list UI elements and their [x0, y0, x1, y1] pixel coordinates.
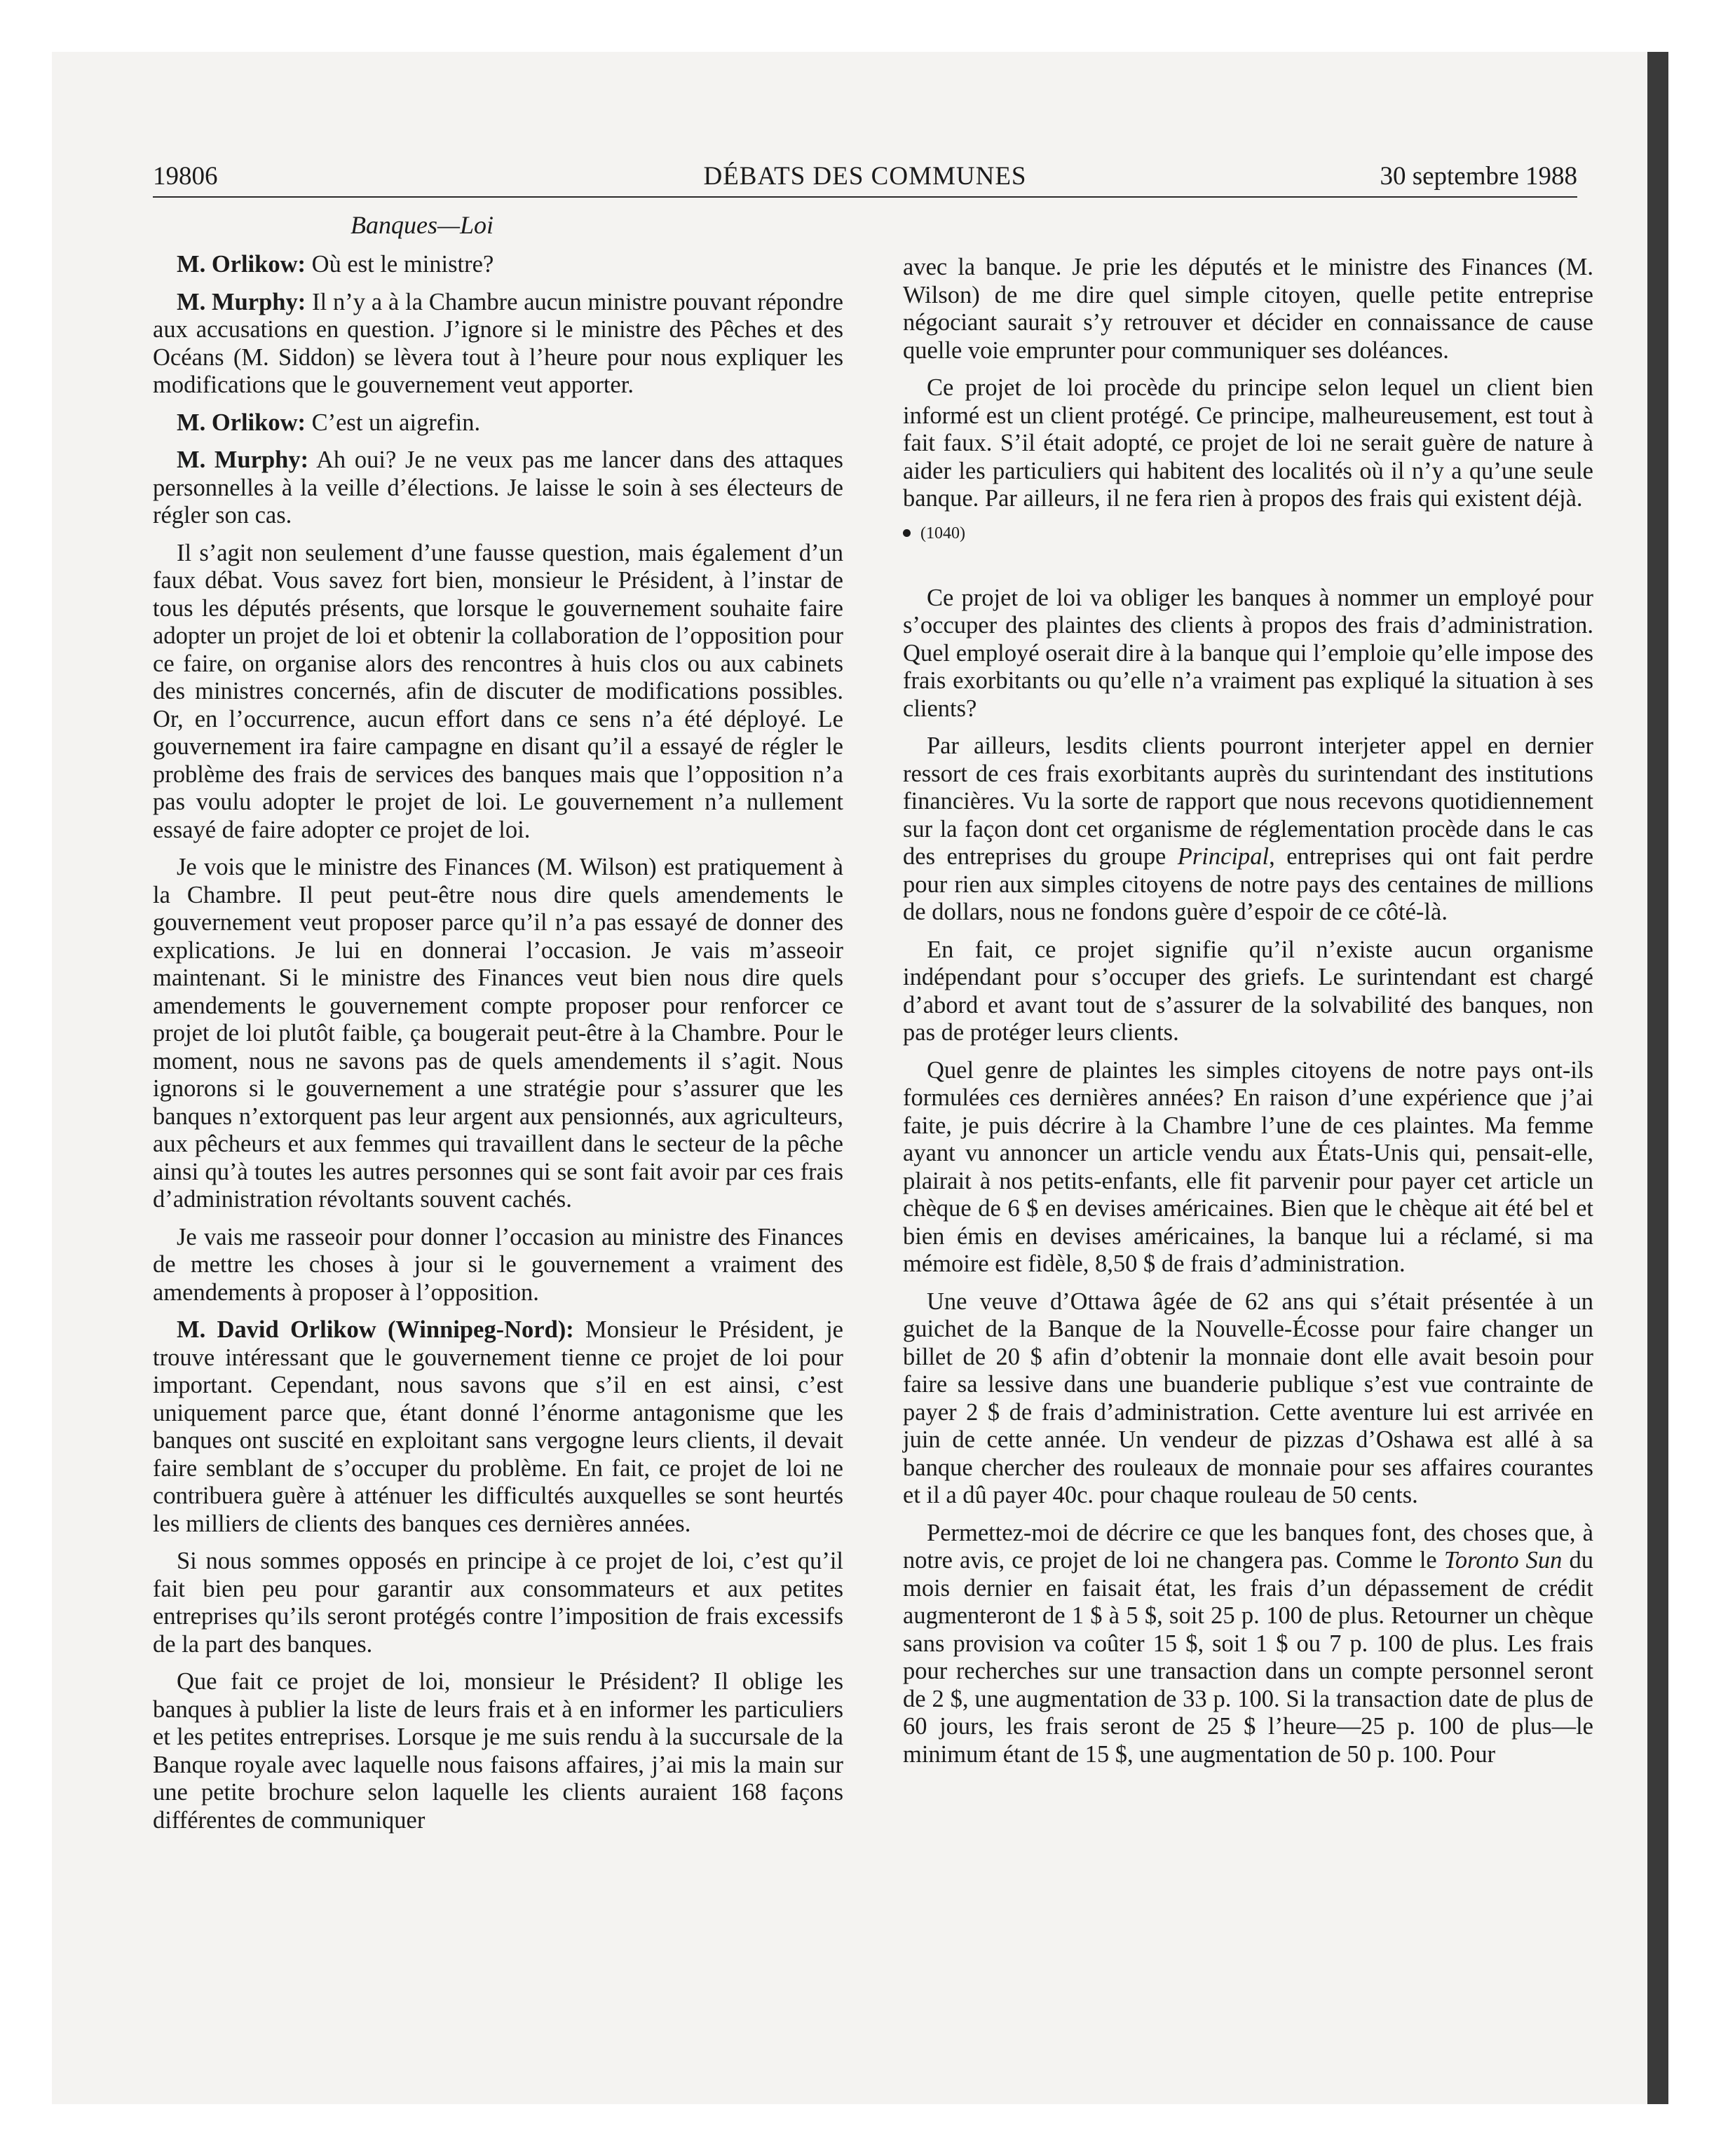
paragraph-text: C’est un aigrefin. [305, 409, 481, 436]
paragraph-text: En fait, ce projet signifie qu’il n’existe aucun organisme indépendant pour s’occuper des griefs. Le surintendant est chargé d’abord et avant tout de s’assurer de la solvabilité des banques, non pas de protéger leurs clients. [903, 936, 1593, 1046]
paragraph-text: Ce projet de loi procède du principe selon lequel un client bien informé est un client protégé. Ce principe, malheureusement, est tout à fait faux. S’il était adopté, ce projet de loi ne serait guère de nature à aider les particuliers qui habitent des localités où il n’y a qu’une seule banque. Par ailleurs, il ne fera rien à propos des frais qui existent déjà. [903, 374, 1593, 512]
time-stamp-text: (1040) [920, 524, 965, 543]
page-date: 30 septembre 1988 [1380, 162, 1577, 191]
paragraph-text: Il n’y a à la Chambre aucun ministre pouvant répondre aux accusations en question. J’ignore si le ministre des Pêches et des Océans (M. Siddon) se lèvera tout à l’heure pour nous expliquer les modifications que le gouvernement veut apporter. [153, 288, 843, 398]
paragraph-text: Permettez-moi de décrire ce que les banques font, des choses que, à notre avis, ce projet de loi ne changera pas. Comme le [903, 1519, 1593, 1574]
paragraph-text: Ce projet de loi va obliger les banques à nommer un employé pour s’occuper des plaintes des clients à propos des frais d’administration. Quel employé oserait dire à la banque qui l’emploie qu’elle impose des frais exorbitants ou qu’elle n’a vraiment pas expliqué la situation à ses clients? [903, 584, 1593, 722]
paragraph [903, 1057, 1593, 1278]
paragraph [153, 1668, 843, 1834]
paragraph [153, 289, 843, 400]
paragraph [153, 409, 843, 437]
italic-name: Toronto Sun [1443, 1547, 1563, 1574]
paragraph [153, 540, 843, 845]
paragraph [153, 446, 843, 530]
paragraph-text: Je vois que le ministre des Finances (M. Wilson) est pratiquement à la Chambre. Il peut peut-être nous dire quels amendements le gouvernement veut proposer parce qu’il n’a pas essayé de donner des explications. Je lui en donnerai l’occasion. Je vais m’asseoir maintenant. Si le ministre des Finances veut bien nous dire quels amendements le gouvernement compte proposer pour renforcer ce projet de loi plutôt faible, ça bougerait peut-être à la Chambre. Pour le moment, nous ne savons pas de quels amendements il s’agit. Nous ignorons si le gouvernement a une stratégie pour s’assurer que les banques n’extorquent pas leur argent aux pensionnés, aux agriculteurs, aux pêcheurs et aux femmes qui travaillent dans le secteur de la pêche ainsi qu’à toutes les autres personnes qui se sont fait avoir par ces frais d’administration révoltants souvent cachés. [153, 854, 843, 1213]
page-number: 19806 [153, 162, 218, 191]
paragraph-text: avec la banque. Je prie les députés et le ministre des Finances (M. Wilson) de me dire quel simple citoyen, quelle petite entreprise négociant saurait s’y retrouver et décider en connaissance de cause quelle voie emprunter pour communiquer ses doléances. [903, 254, 1593, 364]
paragraph-text: Une veuve d’Ottawa âgée de 62 ans qui s’était présentée à un guichet de la Banque de la Nouvelle-Écosse pour faire changer un billet de 20 $ afin d’obtenir la monnaie dont elle avait besoin pour faire sa lessive dans une buanderie publique s’est vue contrainte de payer 2 $ de frais d’administration. Cette aventure lui est arrivée en juin de cette année. Un vendeur de pizzas d’Oshawa est allé à sa banque chercher des rouleaux de monnaie pour ses affaires courantes et il a dû payer 40c. pour chaque rouleau de 50 cents. [903, 1288, 1593, 1508]
scan-edge-bar [1647, 52, 1668, 2104]
paragraph-text: Monsieur le Président, je trouve intéressant que le gouvernement tienne ce projet de loi pour important. Cependant, nous savons que s’il en est ainsi, c’est uniquement parce que, étant donné l’énorme antagonisme que les banques ont suscité en exploitant sans vergogne leurs clients, il devait faire semblant de s’occuper du problème. En fait, ce projet de loi ne contribuera guère à atténuer les difficultés auxquelles se sont heurtés les milliers de clients des banques ces dernières années. [153, 1316, 843, 1537]
section-title: Banques—Loi [351, 211, 494, 239]
header-rule [153, 196, 1577, 198]
paragraph-text: Quel genre de plaintes les simples citoyens de notre pays ont-ils formulées ces dernières années? En raison d’une expérience que j’ai faite, je puis décrire à la Chambre l’une de ces plaintes. Ma femme ayant vu annoncer un article vendu aux États-Unis qui, pensait-elle, plairait à nos petits-enfants, elle fit parvenir pour payer cet article un chèque de 6 $ en devises américaines. Bien que le chèque ait été bel et bien émis en devises américaines, la banque lui a réclamé, si ma mémoire est fidèle, 8,50 $ de frais d’administration. [903, 1056, 1593, 1277]
paragraph-text: Il s’agit non seulement d’une fausse question, mais également d’un faux débat. Vous savez fort bien, monsieur le Président, à l’instar de tous les députés présents, que lorsque le gouvernement souhaite faire adopter un projet de loi et obtenir la collaboration de l’opposition pour ce faire, on organise alors des rencontres à huis clos ou aux cabinets des ministres concernés, afin de discuter de modifications possibles. Or, en l’occurrence, aucun effort dans ce sens n’a été déployé. Le gouvernement ira faire campagne en disant qu’il a essayé de régler le problème des frais de services des banques mais que l’opposition n’a pas voulu adopter le projet de loi. Le gouvernement n’a nullement essayé de faire adopter ce projet de loi. [153, 539, 843, 843]
time-stamp [903, 523, 1593, 544]
paragraph-text: Je vais me rasseoir pour donner l’occasion au ministre des Finances de mettre les choses à jour si le gouvernement a vraiment des amendements à proposer à l’opposition. [153, 1223, 843, 1306]
italic-name: Principal [1177, 843, 1270, 870]
right-column [903, 254, 1593, 1778]
speaker-name: M. Murphy: [177, 288, 306, 315]
paragraph [903, 936, 1593, 1047]
paragraph [903, 374, 1593, 513]
speaker-name: M. Orlikow: [177, 409, 306, 436]
paragraph [153, 854, 843, 1214]
paragraph [153, 251, 843, 279]
paragraph-text: , entreprises qui ont fait perdre pour rien aux simples citoyens de notre pays des centaines de millions de dollars, nous ne fondons guère d’espoir de ce côté-là. [903, 843, 1594, 925]
paragraph [903, 1520, 1593, 1769]
paragraph [903, 585, 1593, 723]
speaker-name: M. David Orlikow (Winnipeg-Nord): [177, 1316, 574, 1343]
paragraph-text: du mois dernier en faisait état, les frais d’un dépassement de crédit augmenteront de 1 $ à 5 $, soit 25 p. 100 de plus. Retourner un chèque sans provision va coûter 15 $, soit 1 $ ou 7 p. 100 de plus. Les frais pour recherches sur une transaction dans un compte personnel seront de 2 $, une augmentation de 33 p. 100. Si la transaction date de plus de 60 jours, les frais seront de 25 $ l’heure—25 p. 100 de plus—le minimum étant de 15 $, une augmentation de 50 p. 100. Pour [903, 1547, 1593, 1768]
paragraph [903, 254, 1593, 364]
paragraph-text: Où est le ministre? [305, 251, 494, 278]
left-column [153, 210, 843, 1844]
publication-title: DÉBATS DES COMMUNES [703, 162, 1027, 191]
paragraph [153, 1224, 843, 1307]
paragraph [903, 732, 1593, 927]
paragraph [153, 1316, 843, 1538]
speaker-name: M. Orlikow: [177, 251, 306, 278]
paragraph [903, 1288, 1593, 1510]
paragraph-text: Par ailleurs, lesdits clients pourront interjeter appel en dernier ressort de ces frais exorbitants auprès du surintendant des institutions financières. Vu la sorte de rapport que nous recevons quotidiennement sur la façon dont cet organisme de réglementation procède dans le cas des entreprises du groupe [903, 732, 1593, 870]
paragraph-text: Que fait ce projet de loi, monsieur le Président? Il oblige les banques à publier la liste de leurs frais et à en informer les particuliers et les petites entreprises. Lorsque je me suis rendu à la succursale de la Banque royale avec laquelle nous faisons affaires, j’ai mis la main sur une petite brochure selon laquelle les clients auraient 168 façons différentes de communiquer [153, 1668, 843, 1834]
speaker-name: M. Murphy: [177, 446, 309, 473]
bullet-icon [903, 529, 911, 537]
paragraph [153, 1548, 843, 1658]
paragraph-text: Ah oui? Je ne veux pas me lancer dans des attaques personnelles à la veille d’élections. Je laisse le soin à ses électeurs de régler son cas. [153, 446, 843, 528]
paragraph-text: Si nous sommes opposés en principe à ce projet de loi, c’est qu’il fait bien peu pour garantir aux consommateurs et aux petites entreprises qu’ils seront protégés contre l’imposition de frais excessifs de la part des banques. [153, 1548, 843, 1658]
